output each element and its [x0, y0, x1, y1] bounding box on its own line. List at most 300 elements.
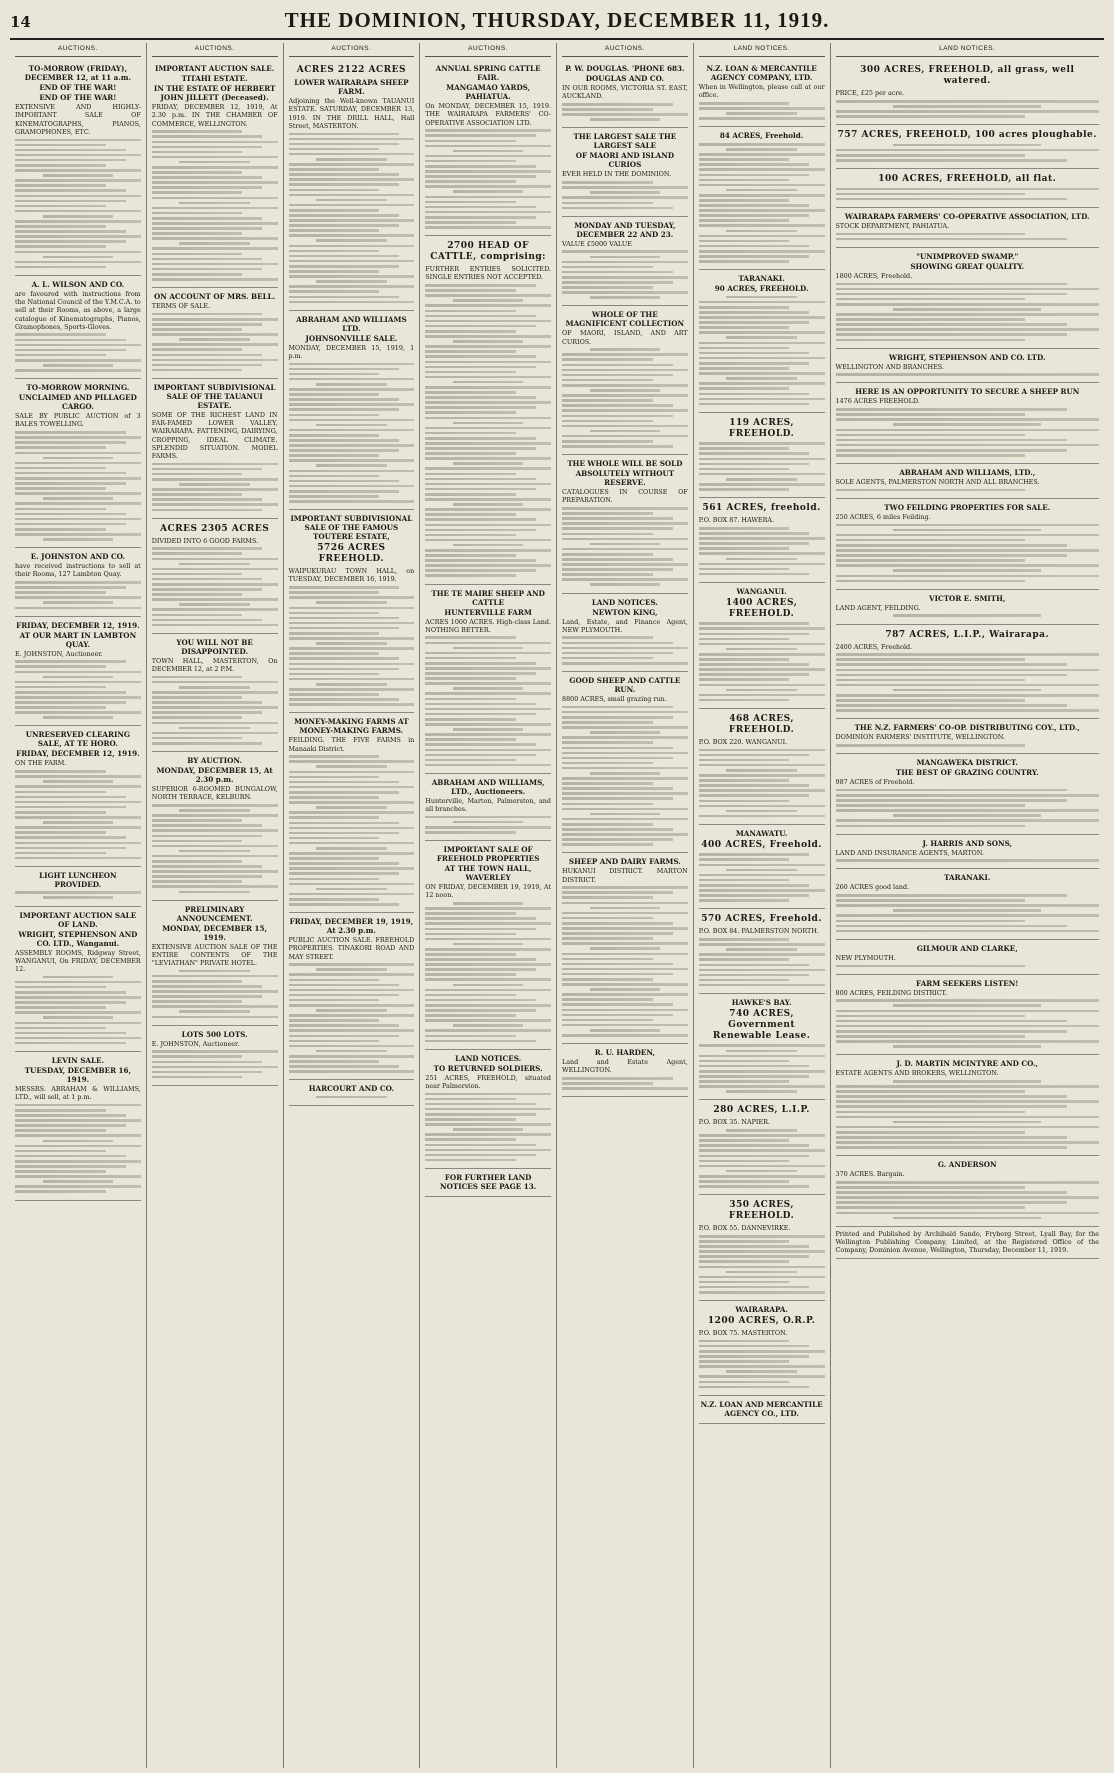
text-line: [562, 369, 688, 372]
text-line: [562, 1087, 688, 1090]
ad-heading: WHOLE OF THE MAGNIFICENT COLLECTION: [565, 310, 685, 329]
text-line: [152, 975, 278, 978]
text-line: [836, 188, 1100, 191]
text-line: [425, 1118, 516, 1121]
text-line: [15, 681, 141, 684]
ad-heading: FARM SEEKERS LISTEN!: [916, 978, 1019, 988]
text-line: [289, 852, 415, 855]
text-line: [15, 891, 141, 894]
text-line: [562, 384, 688, 387]
text-line: [289, 632, 380, 635]
text-line: [43, 538, 113, 541]
text-line: [699, 899, 790, 902]
text-line: [289, 229, 380, 232]
advertisement: [699, 413, 825, 498]
ad-body-text-block: [699, 853, 825, 901]
text-line: [562, 711, 688, 714]
text-line: [15, 1109, 106, 1112]
text-line: [289, 612, 380, 615]
text-line: [179, 970, 249, 973]
text-line: [152, 509, 263, 512]
text-line: [562, 983, 688, 986]
text-line: [699, 158, 790, 161]
text-line: [425, 289, 516, 292]
text-line: [316, 847, 386, 850]
advertisement: [699, 127, 825, 270]
text-line: [836, 1136, 1068, 1139]
text-line: [590, 348, 660, 351]
ad-text: 2400 ACRES, Freehold.: [835, 642, 913, 651]
ad-heading: 119 ACRES, FREEHOLD.: [728, 417, 795, 439]
text-line: [562, 533, 653, 536]
text-line: [289, 429, 415, 432]
text-line: [425, 386, 551, 389]
text-line: [562, 993, 688, 996]
ad-text: TERMS OF SALE.: [151, 302, 211, 311]
text-line: [836, 709, 1100, 712]
text-line: [289, 776, 380, 779]
text-line: [836, 699, 1026, 702]
text-line: [43, 256, 113, 259]
ad-heading: TITAHI ESTATE.: [181, 74, 248, 84]
text-line: [836, 674, 1068, 677]
advertisement: [836, 940, 1100, 975]
text-line: [699, 1175, 825, 1178]
text-line: [699, 1055, 825, 1058]
text-line: [316, 199, 386, 202]
ad-body-text-block: [699, 1044, 825, 1092]
text-line: [152, 598, 278, 601]
ad-body-text-block: [15, 581, 141, 609]
text-line: [562, 803, 653, 806]
text-line: [562, 527, 673, 530]
text-line: [289, 234, 415, 237]
text-line: [699, 1355, 810, 1358]
text-line: [15, 607, 141, 610]
text-line: [289, 1004, 415, 1007]
text-line: [425, 206, 536, 209]
ad-heading: VICTOR E. SMITH,: [929, 593, 1006, 603]
text-line: [699, 1281, 790, 1284]
text-line: [425, 677, 516, 680]
text-line: [152, 619, 263, 622]
ad-body-text-block: [425, 636, 551, 766]
text-line: [425, 1093, 551, 1096]
ad-text: 1800 ACRES, Freehold.: [835, 271, 913, 280]
text-line: [425, 662, 536, 665]
ad-text: have received instructions to sell at their Rooms, 127 Lambton Quay.: [15, 562, 141, 579]
text-line: [289, 801, 415, 804]
text-line: [893, 1217, 1041, 1220]
text-line: [699, 884, 810, 887]
advertisement: [699, 709, 825, 825]
text-line: [562, 1082, 653, 1085]
text-line: [893, 614, 1041, 617]
text-line: [699, 224, 825, 227]
text-line: [425, 196, 551, 199]
text-line: [836, 904, 1100, 907]
advertisement: [152, 519, 278, 634]
text-line: [699, 357, 825, 360]
text-line: [699, 153, 825, 156]
ad-text: When in Wellington, please call at our office.: [698, 83, 825, 100]
text-line: [152, 845, 278, 848]
text-line: [562, 573, 653, 576]
advertisement: [562, 455, 688, 593]
text-line: [316, 683, 386, 686]
text-line: [289, 622, 415, 625]
ad-body-text-block: [425, 129, 551, 228]
text-line: [562, 425, 688, 428]
ad-heading: A. L. WILSON AND CO.: [31, 279, 125, 289]
text-line: [453, 821, 523, 824]
text-line: [316, 806, 386, 809]
ad-text: STOCK DEPARTMENT, PAHIATUA.: [835, 221, 950, 230]
text-line: [726, 1370, 796, 1373]
text-line: [836, 809, 1100, 812]
text-line: [562, 517, 673, 520]
text-line: [425, 733, 551, 736]
advertisement: [289, 913, 415, 1080]
ad-heading: OF MAORI AND ISLAND CURIOS: [575, 151, 675, 170]
ad-text: EVER HELD IN THE DOMINION.: [562, 170, 672, 179]
text-line: [699, 463, 810, 466]
text-line: [699, 1085, 825, 1088]
text-line: [289, 657, 400, 660]
text-line: [562, 196, 688, 199]
text-line: [425, 529, 536, 532]
text-line: [15, 1006, 106, 1009]
text-line: [726, 648, 796, 651]
ad-text: E. JOHNSTON, Auctioneer.: [151, 1039, 240, 1048]
text-line: [289, 786, 415, 789]
ad-heading: 757 ACRES, FREEHOLD, 100 acres ploughable.: [837, 130, 1097, 141]
ad-body-text-block: [562, 636, 688, 664]
text-line: [425, 366, 536, 369]
text-line: [425, 129, 551, 132]
text-line: [562, 833, 688, 836]
text-line: [15, 1155, 126, 1158]
ad-heading: MONDAY AND TUESDAY, DECEMBER 22 AND 23.: [574, 220, 676, 239]
text-line: [699, 214, 810, 217]
ad-heading: THE LARGEST SALE THE LARGEST SALE: [573, 132, 677, 151]
text-line: [699, 789, 825, 792]
text-line: [562, 1009, 688, 1012]
advertisement: [699, 1100, 825, 1195]
ad-heading: JOHNSONVILLE SALE.: [305, 333, 398, 343]
text-line: [425, 718, 516, 721]
ad-heading: 740 ACRES, Government Renewable Lease.: [712, 1008, 811, 1041]
text-line: [699, 260, 790, 263]
text-line: [562, 207, 673, 210]
text-line: [699, 488, 790, 491]
ad-body-text-block: [152, 676, 278, 745]
text-line: [43, 896, 113, 899]
text-line: [562, 792, 688, 795]
ad-text: WAIPUKURAU TOWN HALL, on TUESDAY, DECEMBER 16, 1919.: [288, 567, 415, 584]
text-line: [836, 408, 1068, 411]
ad-text: LAND AND INSURANCE AGENTS, MARTON.: [835, 848, 984, 857]
text-line: [425, 963, 551, 966]
text-line: [836, 663, 1068, 666]
text-line: [562, 963, 673, 966]
text-line: [562, 415, 673, 418]
ad-text: SOME OF THE RICHEST LAND IN FAR-FAMED LOWER VALLEY, WAIRARAPA. FATTENING, DAIRYING, CROPPING, IDEAL CLIMATE. SPLENDID SITUATION. MODEL FARMS.: [151, 410, 278, 460]
text-line: [152, 135, 263, 138]
text-line: [726, 1090, 796, 1093]
ad-heading: LOWER WAIRARAPA SHEEP FARM.: [294, 78, 409, 97]
ad-heading: 561 ACRES, freehold.: [702, 503, 821, 514]
text-line: [836, 679, 1026, 682]
text-line: [15, 996, 141, 999]
text-line: [425, 417, 551, 420]
text-line: [152, 880, 243, 883]
text-line: [425, 488, 536, 491]
ad-body-text-block: [699, 1235, 825, 1294]
text-line: [152, 197, 278, 200]
text-line: [15, 333, 106, 336]
text-line: [43, 821, 113, 824]
text-line: [562, 558, 673, 561]
text-line: [699, 668, 825, 671]
text-line: [152, 716, 243, 719]
text-line: [152, 1050, 278, 1053]
ad-heading: WRIGHT, STEPHENSON AND CO. LTD., Wanganui.: [18, 929, 138, 948]
text-line: [699, 663, 810, 666]
text-line: [699, 483, 825, 486]
text-line: [836, 819, 1100, 822]
advertisement: [152, 60, 278, 288]
text-line: [836, 1040, 1100, 1043]
advertisement: [699, 498, 825, 583]
text-line: [425, 216, 536, 219]
text-line: [425, 652, 551, 655]
text-line: [699, 1276, 825, 1279]
text-line: [590, 389, 660, 392]
text-line: [425, 1123, 551, 1126]
text-line: [15, 462, 141, 465]
text-line: [562, 409, 688, 412]
text-line: [425, 524, 551, 527]
ad-heading: LAND NOTICES.: [455, 1053, 522, 1063]
text-line: [425, 922, 551, 925]
text-line: [699, 853, 810, 856]
ad-body-text-block: [699, 1129, 825, 1188]
ad-text: are favoured with instructions from the National Council of the Y.M.C.A. to sell at their Rooms, as above, a large catalogue of Kinematographs, Pianos, Gramophones, Sports-Gloves.: [15, 289, 141, 331]
ad-heading: 280 ACRES, L.I.P.: [713, 1105, 810, 1116]
text-line: [836, 313, 1100, 316]
text-line: [425, 657, 516, 660]
text-line: [15, 502, 141, 505]
text-line: [699, 800, 790, 803]
text-line: [699, 764, 825, 767]
text-line: [699, 1149, 825, 1152]
text-line: [152, 824, 263, 827]
text-line: [152, 855, 278, 858]
text-line: [836, 559, 1026, 562]
text-line: [289, 378, 415, 381]
text-line: [425, 473, 516, 476]
ad-body-text-block: [836, 188, 1100, 201]
text-line: [425, 1019, 551, 1022]
ad-heading: TO-MORROW MORNING.: [26, 383, 130, 393]
text-line: [15, 1160, 141, 1163]
ad-body-text-block: [836, 1080, 1100, 1149]
ad-heading: BY AUCTION.: [187, 756, 242, 766]
text-line: [562, 291, 688, 294]
text-line: [425, 1108, 551, 1111]
ad-body-text-block: [836, 144, 1100, 162]
ad-body-text-block: [425, 816, 551, 834]
ad-text: 987 ACRES of Freehold.: [835, 778, 915, 787]
text-line: [836, 1131, 1026, 1134]
text-line: [289, 148, 380, 151]
ad-heading: HERE IS AN OPPORTUNITY TO SECURE A SHEEP RUN: [855, 387, 1080, 397]
ad-text: CATALOGUES IN COURSE OF PREPARATION.: [562, 488, 688, 505]
text-line: [699, 1365, 825, 1368]
ad-body-text-block: [836, 233, 1100, 241]
text-line: [726, 558, 796, 561]
text-line: [699, 815, 825, 818]
text-line: [836, 444, 1100, 447]
text-line: [289, 178, 415, 181]
text-line: [15, 581, 141, 584]
text-line: [425, 185, 551, 188]
ad-heading: IMPORTANT AUCTION SALE OF LAND.: [19, 910, 137, 929]
text-line: [836, 149, 1100, 152]
imprint-text: Printed and Published by Archibald Sando, Fryberg Street, Lyall Bay, for the Wellington Publishing Company, Limited, at the Registered Office of the Company, Dominion Avenue, Wellington, Thursday, December 11, 1919.: [835, 1229, 1099, 1255]
text-line: [152, 558, 278, 561]
text-line: [425, 371, 516, 374]
ad-heading: 1200 ACRES, O.R.P.: [707, 1316, 816, 1327]
text-line: [425, 155, 551, 158]
text-line: [289, 862, 400, 865]
text-line: [836, 1116, 1100, 1119]
text-line: [179, 850, 249, 853]
text-line: [289, 1040, 380, 1043]
text-line: [152, 227, 263, 230]
ad-heading: 2700 HEAD OF CATTLE, comprising:: [430, 241, 547, 263]
text-line: [289, 444, 415, 447]
text-line: [699, 653, 825, 656]
ad-body-text-block: [836, 1181, 1100, 1219]
advertisement: [836, 125, 1100, 169]
text-line: [699, 568, 790, 571]
text-line: [836, 1201, 1068, 1204]
text-line: [562, 782, 653, 785]
text-line: [289, 204, 415, 207]
ad-heading: UNRESERVED CLEARING SALE, AT TE HORO.: [25, 730, 131, 749]
ad-body-text-block: [152, 313, 278, 372]
text-line: [562, 922, 673, 925]
ad-body-text-block: [562, 250, 688, 298]
text-line: [562, 726, 688, 729]
text-line: [836, 154, 1026, 157]
text-line: [699, 542, 810, 545]
ad-text: ON THE FARM.: [15, 759, 67, 768]
text-line: [152, 503, 278, 506]
text-line: [699, 179, 790, 182]
ad-body-text-block: [836, 283, 1100, 342]
text-line: [836, 1105, 1068, 1108]
text-line: [289, 485, 415, 488]
text-line: [699, 547, 790, 550]
text-line: [289, 811, 415, 814]
text-line: [425, 406, 536, 409]
text-line: [289, 1070, 415, 1073]
ad-body-text-block: [425, 284, 551, 577]
advertisement: [699, 1195, 825, 1301]
text-line: [289, 1024, 400, 1027]
text-line: [699, 184, 825, 187]
text-line: [836, 1191, 1068, 1194]
text-line: [152, 593, 243, 596]
text-line: [152, 478, 278, 481]
advertisement: [15, 60, 141, 276]
text-line: [699, 889, 825, 892]
ad-text: P.O. BOX 75. MASTERTON.: [698, 1329, 788, 1338]
text-line: [179, 809, 249, 812]
ad-heading: 570 ACRES, Freehold.: [701, 914, 822, 925]
text-line: [699, 537, 825, 540]
text-line: [289, 857, 380, 860]
text-line: [152, 870, 278, 873]
text-line: [289, 596, 415, 599]
text-line: [15, 159, 126, 162]
ad-body-text-block: [289, 363, 415, 503]
text-line: [15, 261, 141, 264]
text-line: [726, 769, 796, 772]
ad-heading: ABRAHAM AND WILLIAMS, LTD., Auctioneers.: [431, 777, 545, 796]
advertisement: [836, 1156, 1100, 1226]
text-line: [425, 221, 516, 224]
text-line: [893, 569, 1041, 572]
text-line: [836, 1212, 1100, 1215]
text-line: [699, 638, 790, 641]
ad-text: TOWN HALL, MASTERTON, On DECEMBER 12, at 2 P.M.: [151, 656, 278, 674]
text-line: [699, 627, 825, 630]
text-line: [15, 508, 106, 511]
text-line: [836, 1126, 1100, 1129]
text-line: [152, 156, 278, 159]
text-line: [15, 210, 141, 213]
ad-text: OF MAORI, ISLAND, AND ART CURIOS.: [562, 329, 688, 346]
ad-body-text-block: [15, 333, 141, 371]
text-line: [836, 789, 1068, 792]
text-line: [152, 1000, 243, 1003]
text-line: [425, 738, 516, 741]
ad-heading: UNCLAIMED AND PILLAGED CARGO.: [18, 393, 137, 412]
text-line: [15, 235, 141, 238]
text-line: [836, 1181, 1100, 1184]
text-line: [152, 176, 263, 179]
text-line: [289, 245, 415, 248]
ad-heading: J. HARRIS AND SONS,: [922, 838, 1013, 848]
text-line: [15, 1145, 141, 1148]
ad-heading: ABRAHAM AND WILLIAMS, LTD.,: [899, 468, 1036, 478]
text-line: [425, 350, 516, 353]
text-line: [590, 947, 660, 950]
advertisement: [15, 548, 141, 616]
text-line: [726, 189, 796, 192]
text-line: [699, 1144, 810, 1147]
advertisement: [699, 909, 825, 994]
text-line: [425, 134, 536, 137]
text-line: [425, 493, 516, 496]
text-line: [699, 1250, 825, 1253]
text-line: [425, 989, 551, 992]
ad-heading: MONEY-MAKING FARMS AT MONEY-MAKING FARMS.: [294, 717, 409, 736]
